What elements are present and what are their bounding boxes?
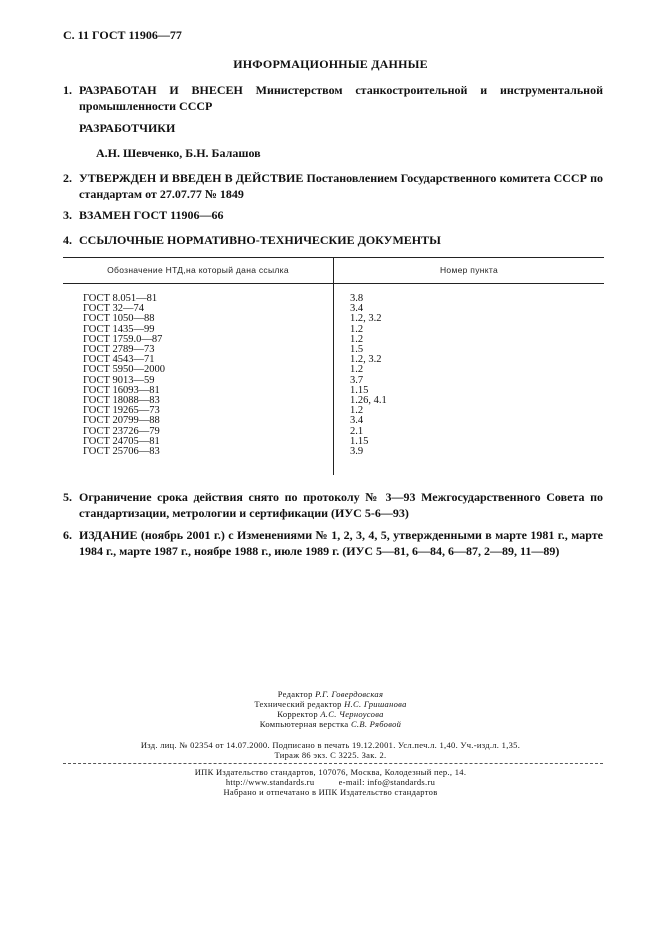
table-cell-clause: 1.15 [350,435,369,447]
tech-editor-name: Н.С. Гришанова [344,699,407,709]
layout-line: Компьютерная верстка С.В. Рябовой [259,719,402,729]
section-text: РАЗРАБОТАН И ВНЕСЕН Министерством станкостроительной и инструментальной промышленности СССР [79,83,603,113]
section-number: 4. [63,233,72,247]
table-cell-designation: ГОСТ 24705—81 [83,435,160,447]
section-3 [63,207,603,223]
corrector-line: Корректор А.С. Черноусова [277,709,384,719]
section-text: Ограничение срока действия снято по протоколу № 3—93 Межгосударственного Совета по стандартизации, метрологии и сертификации (ИУС 5-6—93) [79,490,603,520]
table-cell-clause: 3.4 [350,303,364,315]
table-column-divider [333,257,334,475]
table-cell-designation: ГОСТ 1050—88 [83,313,155,325]
table-cell-designation: ГОСТ 20799—88 [83,415,160,427]
publisher-line: ИПК Издательство стандартов, 107076, Москва, Колодезный пер., 14. [194,767,467,777]
table-cell-clause: 1.2, 3.2 [350,354,382,366]
section-5 [63,489,603,521]
section-number: 5. [63,490,72,504]
table-cell-designation: ГОСТ 19265—73 [83,405,160,417]
corrector-name: А.С. Черноусова [320,709,384,719]
table-cell-clause: 2.1 [350,425,364,437]
printed-line: Набрано и отпечатано в ИПК Издательство стандартов [223,787,438,797]
section-number: 2. [63,171,72,185]
layout-name: С.В. Рябовой [350,719,402,729]
table-cell-clause: 1.2, 3.2 [350,313,382,325]
table-clause-column [350,294,387,457]
page-header: С. 11 ГОСТ 11906—77 [63,28,182,42]
table-cell-clause: 1.5 [350,344,364,356]
section-text: ССЫЛОЧНЫЕ НОРМАТИВНО-ТЕХНИЧЕСКИЕ ДОКУМЕНТЫ [79,233,441,247]
table-cell-designation: ГОСТ 9013—59 [83,374,155,386]
section-text: УТВЕРЖДЕН И ВВЕДЕН В ДЕЙСТВИЕ Постановлением Государственного комитета СССР по стандартам от 27.07.77 № 1849 [79,171,603,201]
table-cell-clause: 1.26, 4.1 [350,395,387,407]
section-number: 1. [63,83,72,97]
table-cell-clause: 1.2 [350,323,364,335]
table-cell-clause: 3.4 [350,415,364,427]
table-cell-designation: ГОСТ 5950—2000 [83,364,166,376]
table-cell-clause: 3.8 [350,293,364,304]
imprint-license [0,740,661,760]
table-cell-designation: ГОСТ 4543—71 [83,354,155,366]
editor-line: Редактор Р.Г. Говердовская [277,689,384,699]
footer-divider [63,763,603,764]
developers-label: РАЗРАБОТЧИКИ [79,121,176,135]
imprint-publisher [0,767,661,797]
section-1 [63,82,603,114]
table-cell-designation: ГОСТ 25706—83 [83,446,160,458]
section-text: ВЗАМЕН ГОСТ 11906—66 [79,208,224,222]
web-line: http://www.standards.ru e-mail: info@standards.ru [225,777,436,787]
table-cell-clause: 3.9 [350,446,364,458]
table-cell-designation: ГОСТ 23726—79 [83,425,160,437]
table-cell-designation: ГОСТ 32—74 [83,303,145,315]
table-cell-designation: ГОСТ 1435—99 [83,323,155,335]
table-cell-clause: 1.2 [350,333,364,345]
section-4 [63,232,603,248]
table-header-designation: Обозначение НТД,на который дана ссылка [107,265,289,275]
table-cell-designation: ГОСТ 8.051—81 [83,293,158,304]
tech-editor-line: Технический редактор Н.С. Гришанова [254,699,407,709]
table-cell-designation: ГОСТ 1759.0—87 [83,333,163,345]
section-number: 3. [63,208,72,222]
editor-name: Р.Г. Говердовская [315,689,384,699]
table-cell-designation: ГОСТ 2789—73 [83,344,155,356]
table-designation-column [83,294,165,457]
table-header-rule [63,283,604,284]
section-2 [63,170,603,202]
section-text: ИЗДАНИЕ (ноябрь 2001 г.) с Изменениями № 1, 2, 3, 4, 5, утвержденными в марте 1981 г., марте 1984 г., марте 1987 г., ноябре 1988 г., июле 1989 г. (ИУС 5—81, 6—84, 6—87, 2—89, 11—89) [79,528,603,558]
table-cell-clause: 1.2 [350,405,364,417]
imprint-staff [0,689,661,729]
table-cell-designation: ГОСТ 18088—83 [83,395,160,407]
developers-names: А.Н. Шевченко, Б.Н. Балашов [96,146,261,160]
print-run-line: Тираж 86 экз. С 3225. Зак. 2. [274,750,387,760]
section-number: 6. [63,528,72,542]
table-cell-clause: 1.15 [350,384,369,396]
table-cell-clause: 1.2 [350,364,364,376]
table-header-clause: Номер пункта [439,265,498,275]
license-line: Изд. лиц. № 02354 от 14.07.2000. Подписано в печать 19.12.2001. Усл.печ.л. 1,40. Уч.-изд.л. 1,35. [140,740,521,750]
page-title: ИНФОРМАЦИОННЫЕ ДАННЫЕ [233,57,428,71]
table-cell-clause: 3.7 [350,374,364,386]
section-6 [63,527,603,559]
table-cell-designation: ГОСТ 16093—81 [83,384,160,396]
